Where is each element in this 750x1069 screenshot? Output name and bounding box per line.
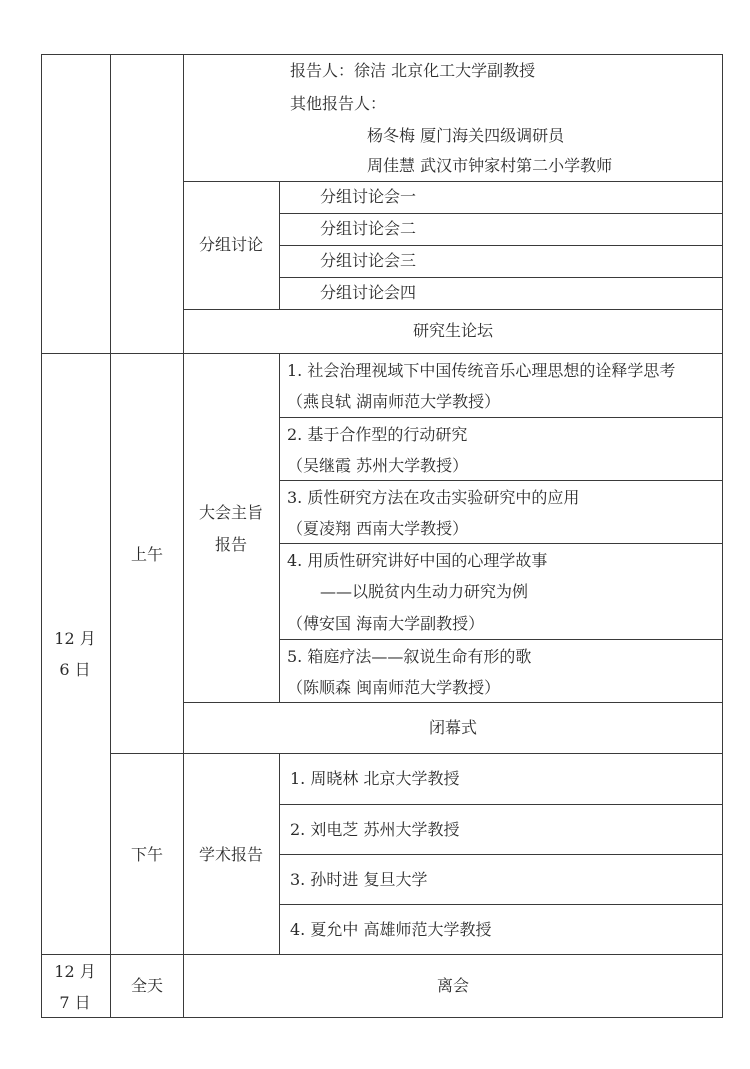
col-divider-date (110, 54, 111, 1018)
other-speaker-1: 杨冬梅 厦门海关四级调研员 (367, 126, 565, 145)
row-line-group-3 (279, 277, 723, 278)
keynote-3-speaker: （夏凌翔 西南大学教授） (287, 519, 469, 538)
keynote-3-title: 3. 质性研究方法在攻击实验研究中的应用 (287, 488, 580, 507)
academic-report-4: 4. 夏允中 高雄师范大学教授 (290, 920, 492, 939)
row-line-pm-1 (279, 804, 723, 805)
date-dec7-line2: 7 日 (59, 993, 91, 1012)
keynote-2-title: 2. 基于合作型的行动研究 (287, 425, 468, 444)
row-line-forum (183, 309, 723, 310)
row-line-group-2 (279, 245, 723, 246)
academic-report-3: 3. 孙时进 复旦大学 (290, 870, 428, 889)
row-line-group-1 (279, 213, 723, 214)
group-session-1: 分组讨论会一 (320, 187, 417, 206)
other-speakers-label: 其他报告人： (290, 94, 387, 113)
keynote-4-subtitle: ——以脱贫内生动力研究为例 (320, 582, 529, 601)
row-line-talk-3 (279, 543, 723, 544)
keynote-category-line2: 报告 (214, 535, 248, 554)
table-border-bottom (41, 1017, 723, 1018)
keynote-1-speaker: （燕良轼 湖南师范大学教授） (287, 392, 501, 411)
row-line-afternoon (110, 753, 723, 754)
period-morning: 上午 (130, 545, 164, 564)
row-line-dec7 (41, 954, 723, 955)
keynote-category-line1: 大会主旨 (198, 503, 264, 522)
group-session-4: 分组讨论会四 (320, 283, 417, 302)
report-speaker: 报告人：徐洁 北京化工大学副教授 (290, 61, 536, 80)
date-dec6-line2: 6 日 (59, 660, 91, 679)
departure: 离会 (436, 976, 470, 995)
period-afternoon: 下午 (130, 845, 164, 864)
group-session-3: 分组讨论会三 (320, 251, 417, 270)
group-discussion-label: 分组讨论 (198, 235, 264, 254)
closing-ceremony: 闭幕式 (428, 718, 478, 737)
academic-report-1: 1. 周晓林 北京大学教授 (290, 769, 460, 788)
keynote-5-speaker: （陈顺森 闽南师范大学教授） (287, 678, 501, 697)
academic-report-category: 学术报告 (198, 845, 264, 864)
graduate-forum: 研究生论坛 (412, 321, 494, 340)
other-speaker-2: 周佳慧 武汉市钟家村第二小学教师 (367, 156, 613, 175)
row-line-talk-4 (279, 639, 723, 640)
academic-report-2: 2. 刘电芝 苏州大学教授 (290, 820, 460, 839)
col-divider-category-mid (279, 353, 280, 702)
table-border-right (722, 54, 723, 1018)
row-line-pm-3 (279, 904, 723, 905)
keynote-4-speaker: （傅安国 海南大学副教授） (287, 614, 485, 633)
keynote-5-title: 5. 箱庭疗法——叙说生命有形的歌 (287, 647, 532, 666)
date-dec6-line1: 12 月 (54, 629, 96, 648)
keynote-2-speaker: （吴继霞 苏州大学教授） (287, 456, 469, 475)
period-all-day: 全天 (130, 976, 164, 995)
row-line-dec6 (41, 353, 723, 354)
group-session-2: 分组讨论会二 (320, 219, 417, 238)
col-divider-period (183, 54, 184, 1018)
table-border-top (41, 54, 723, 55)
keynote-4-title: 4. 用质性研究讲好中国的心理学故事 (287, 551, 548, 570)
row-line-talk-1 (279, 417, 723, 418)
row-line-pm-2 (279, 854, 723, 855)
date-dec7-line1: 12 月 (54, 962, 96, 981)
table-border-left (41, 54, 42, 1018)
keynote-1-title: 1. 社会治理视域下中国传统音乐心理思想的诠释学思考 (287, 361, 676, 380)
row-line-closing (183, 702, 723, 703)
row-line-report-end (183, 181, 723, 182)
row-line-talk-2 (279, 480, 723, 481)
